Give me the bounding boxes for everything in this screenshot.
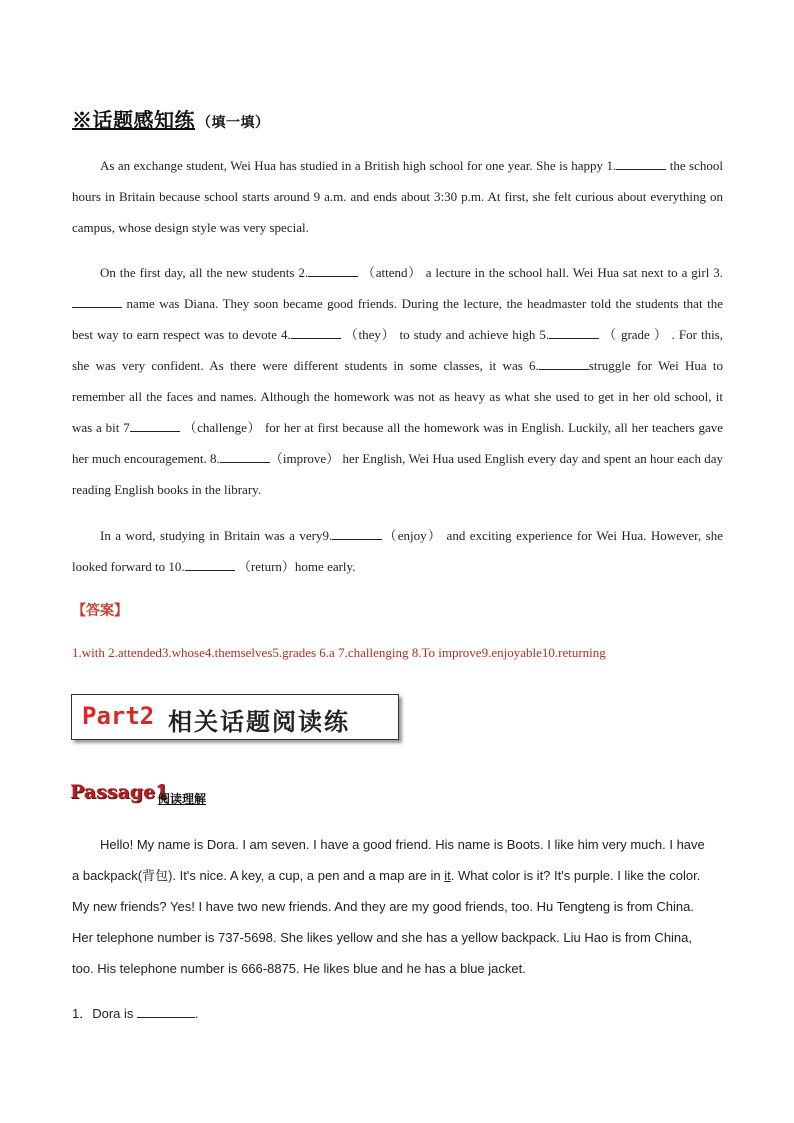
text: （enjoy） and exciting experience for Wei Hua. However, she looked forward to 10. (72, 528, 724, 574)
text: （attend） a lecture in the school hall. Wei Hua sat next to a girl 3. (358, 265, 723, 280)
blank-1 (616, 157, 666, 170)
answer-key: 1.with 2.attended3.whose4.themselves5.grades 6.a 7.challenging 8.To improve9.enjoyable10.returning (72, 645, 606, 660)
text: name was Diana. They soon became good friends. During the lecture, the headmaster told the students that the best way to earn respect was to devote 4. (72, 296, 723, 342)
text: . What color is it? It's purple. I like the color. My new friends? Yes! I have two new friends. And they are my good friends, too. Hu Tengteng is from China. Her telephone number is 737-5698. She likes yellow and she has a yellow backpack. Liu Hao is from China, too. His telephone number is 666-8875. He likes blue and he has a blue jacket. (72, 868, 701, 976)
text: （challenge） for her at first because all the homework was in English. Luckily, all her teachers gave her much encouragement. 8. (72, 420, 723, 466)
paragraph-2 (72, 257, 723, 505)
underlined-it: it (444, 868, 451, 883)
text: the school hours in Britain because school starts around 9 a.m. and ends about 3:30 p.m. At first, she felt curious about everything on campus, whose design style was very special. (72, 158, 723, 235)
question-end: . (195, 1006, 199, 1021)
question-blank (137, 1005, 195, 1018)
passage1-text (72, 829, 712, 984)
blank-7 (130, 419, 180, 432)
text: struggle for Wei Hua to remember all the faces and names. Although the homework was not as heavy as what she used to get in her old school, it was a bit 7 (72, 358, 723, 435)
text: As an exchange student, Wei Hua has studied in a British high school for one year. She is happy 1. (100, 158, 617, 173)
text: Hello! My name is Dora. I am seven. I have a good friend. His name is Boots. I like him very much. I have a backpack(背包). It's nice. A key, a cup, a pen and a map are in (72, 837, 705, 883)
part-number: Part2 (82, 702, 155, 730)
section-title (72, 104, 270, 133)
question-1 (72, 1003, 199, 1022)
text: （improve） her English, Wei Hua used English every day and spent an hour each day reading English books in the library. (72, 451, 724, 497)
blank-3 (72, 295, 122, 308)
text: （they） to study and achieve high 5. (340, 327, 550, 342)
text: In a word, studying in Britain was a very9. (100, 528, 333, 543)
paragraph-1 (72, 150, 723, 243)
blank-5 (549, 326, 599, 339)
text: On the first day, all the new students 2. (100, 265, 309, 280)
blank-8 (220, 450, 270, 463)
text: （return）home early. (234, 559, 356, 574)
section-title-text: ※话题感知练 (72, 108, 195, 132)
blank-2 (308, 264, 358, 277)
part-banner (71, 694, 399, 740)
passage-subtitle: 阅读理解 (158, 792, 207, 806)
text: （ grade ） . For this, she was very confident. As there were different students in some classes, it was 6. (72, 327, 723, 373)
part-title: 相关话题阅读练 (168, 707, 350, 736)
passage-title: Passage1 (70, 781, 169, 803)
blank-9 (332, 527, 382, 540)
section-subtitle: （填一填） (197, 115, 270, 131)
blank-4 (291, 326, 341, 339)
blank-10 (185, 558, 235, 571)
blank-6 (539, 357, 589, 370)
answer-heading: 【答案】 (72, 603, 128, 619)
question-text: 1．Dora is (72, 1006, 138, 1021)
paragraph-3 (72, 520, 723, 582)
